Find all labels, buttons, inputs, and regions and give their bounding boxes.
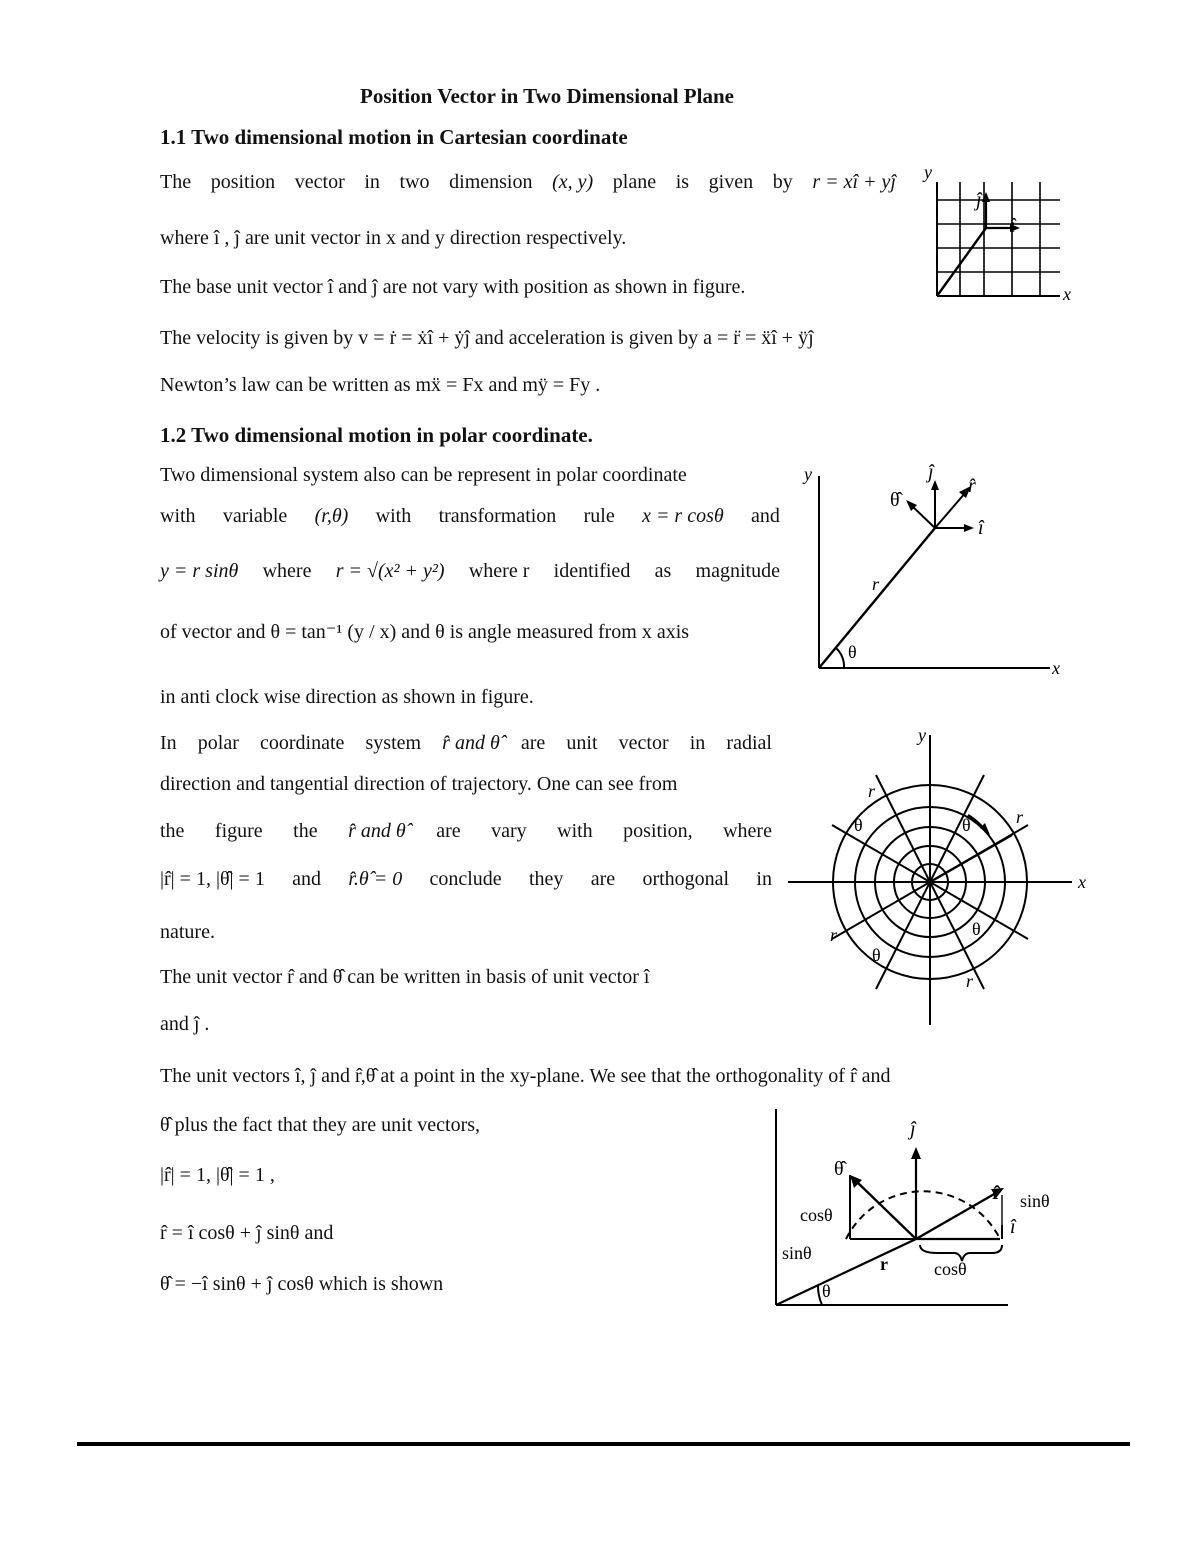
cos-theta-label: cosθ xyxy=(800,1205,833,1225)
word: they xyxy=(528,868,564,890)
word: In xyxy=(160,732,177,754)
paragraph-line: direction and tangential direction of trajectory. One can see from xyxy=(160,773,678,795)
cos-theta-label: cosθ xyxy=(934,1259,967,1279)
paragraph-line: The unit vector r̂ and θ̂ can be written in basis of unit vector î xyxy=(160,966,650,988)
footer-rule xyxy=(77,1442,1130,1446)
j-hat-label: ĵ xyxy=(976,189,982,211)
word: by xyxy=(772,171,793,193)
paragraph-line: of vector and θ = tan⁻¹ (y / x) and θ is angle measured from x axis xyxy=(160,621,690,643)
word: in xyxy=(689,732,706,754)
paragraph-line: in anti clock wise direction as shown in figure. xyxy=(160,686,534,708)
word: with xyxy=(557,820,593,842)
unit-vector-decomposition-figure xyxy=(770,1105,1070,1315)
r-label: r xyxy=(966,971,974,991)
math-expression: r = xî + yĵ xyxy=(812,171,896,193)
j-hat-label: ĵ xyxy=(928,461,934,483)
section-heading-cartesian: 1.1 Two dimensional motion in Cartesian coordinate xyxy=(160,125,628,149)
theta-label: θ xyxy=(872,945,881,965)
word: variable xyxy=(222,505,288,527)
equation-line: θ̂ = −î sinθ + ĵ cosθ which is shown xyxy=(160,1273,444,1295)
word: identified xyxy=(553,560,631,582)
r-hat-label: r̂ xyxy=(992,1182,1001,1204)
theta-label: θ xyxy=(848,642,857,662)
word: and xyxy=(751,505,780,527)
r-label: r xyxy=(872,574,880,594)
y-axis-label: y xyxy=(924,162,932,182)
page-title: Position Vector in Two Dimensional Plane xyxy=(360,84,734,108)
r-label: r xyxy=(830,925,838,945)
theta-label: θ xyxy=(972,919,981,939)
word: given xyxy=(708,171,754,193)
word: transformation xyxy=(438,505,557,527)
word: coordinate xyxy=(259,732,345,754)
equation-line: r̂ = î cosθ + ĵ sinθ and xyxy=(160,1222,334,1244)
word: vector xyxy=(618,732,669,754)
word: polar xyxy=(197,732,239,754)
polar-position-figure xyxy=(800,460,1070,690)
math-expression: r̂ and θ̂ xyxy=(348,820,406,842)
i-hat-label: î xyxy=(1010,215,1016,237)
math-expression: y = r sinθ xyxy=(160,560,239,582)
theta-hat-label: θ̂ xyxy=(834,1158,844,1180)
x-axis-label: x xyxy=(1078,872,1086,892)
sin-theta-label: sinθ xyxy=(782,1243,812,1263)
r-label: r xyxy=(868,781,876,801)
math-expression: |r̂| = 1, |θ̂| = 1 xyxy=(160,868,265,890)
word: plane xyxy=(612,171,657,193)
word: in xyxy=(756,868,772,890)
y-axis-label: y xyxy=(804,464,812,484)
i-hat-label: î xyxy=(1010,1216,1016,1238)
r-label: r xyxy=(880,1254,888,1274)
paragraph-line xyxy=(160,820,772,843)
paragraph-line: Two dimensional system also can be represent in polar coordinate xyxy=(160,464,687,486)
word: are xyxy=(520,732,546,754)
word: dimension xyxy=(449,171,533,193)
word: rule xyxy=(583,505,615,527)
polar-circles-figure xyxy=(780,725,1100,1030)
paragraph-line: and ĵ . xyxy=(160,1013,210,1035)
x-axis-label: x xyxy=(1063,284,1071,304)
math-expression: r̂.θ̂ = 0 xyxy=(348,868,403,890)
j-hat-label: ĵ xyxy=(910,1118,916,1140)
word: position xyxy=(210,171,276,193)
paragraph-line xyxy=(160,732,772,755)
word: radial xyxy=(726,732,772,754)
word: where xyxy=(723,820,772,842)
math-expression: (r,θ) xyxy=(314,505,349,527)
paragraph-line: Newton’s law can be written as mẍ = Fx and mÿ = Fy . xyxy=(160,374,601,396)
paragraph-line xyxy=(160,868,772,891)
math-expression: r̂ and θ̂ xyxy=(442,732,500,754)
theta-label: θ xyxy=(962,815,971,835)
r-label: r xyxy=(1016,807,1024,827)
i-hat-label: î xyxy=(978,517,984,539)
word: two xyxy=(399,171,430,193)
word: position, xyxy=(623,820,693,842)
paragraph-line xyxy=(160,505,780,528)
paragraph-line: The velocity is given by v = ṙ = ẋî + ẏĵ and acceleration is given by a = r̈ = ẍî + ÿĵ xyxy=(160,327,814,349)
paragraph-line: nature. xyxy=(160,921,215,943)
x-axis-label: x xyxy=(1052,658,1060,678)
paragraph-line xyxy=(160,560,780,583)
word: figure xyxy=(214,820,263,842)
word: vary xyxy=(491,820,527,842)
word: with xyxy=(375,505,412,527)
word: conclude xyxy=(429,868,502,890)
paragraph-line: The base unit vector î and ĵ are not vary with position as shown in figure. xyxy=(160,276,746,298)
word: unit xyxy=(566,732,598,754)
word: as xyxy=(654,560,672,582)
paragraph-line: θ̂ plus the fact that they are unit vectors, xyxy=(160,1114,481,1136)
y-axis-label: y xyxy=(918,725,926,745)
theta-label: θ xyxy=(822,1281,831,1301)
paragraph-line xyxy=(160,171,896,194)
word: with xyxy=(160,505,196,527)
word: The xyxy=(160,171,192,193)
word: system xyxy=(365,732,422,754)
word: in xyxy=(364,171,380,193)
paragraph-line: The unit vectors î, ĵ and r̂,θ̂ at a point in the xy-plane. We see that the orthogonality of r̂ and xyxy=(160,1065,891,1087)
word: are xyxy=(590,868,616,890)
word: and xyxy=(292,868,322,890)
word: orthogonal xyxy=(642,868,730,890)
word: where xyxy=(262,560,312,582)
theta-label: θ xyxy=(854,815,863,835)
section-heading-polar: 1.2 Two dimensional motion in polar coordinate. xyxy=(160,423,593,447)
word: are xyxy=(436,820,461,842)
cartesian-grid-figure xyxy=(920,160,1080,310)
math-expression: (x, y) xyxy=(552,171,594,193)
word: magnitude xyxy=(695,560,780,582)
word: where r xyxy=(468,560,530,582)
word: vector xyxy=(294,171,345,193)
math-expression: x = r cosθ xyxy=(642,505,724,527)
r-hat-label: r̂ xyxy=(968,475,976,497)
equation-line: |r̂| = 1, |θ̂| = 1 , xyxy=(160,1164,275,1186)
sin-theta-label: sinθ xyxy=(1020,1191,1050,1211)
theta-hat-label: θ̂ xyxy=(890,489,900,511)
word: the xyxy=(293,820,318,842)
word: is xyxy=(675,171,690,193)
paragraph-line: where î , ĵ are unit vector in x and y direction respectively. xyxy=(160,227,627,249)
word: the xyxy=(160,820,185,842)
math-expression: r = √(x² + y²) xyxy=(335,560,445,582)
